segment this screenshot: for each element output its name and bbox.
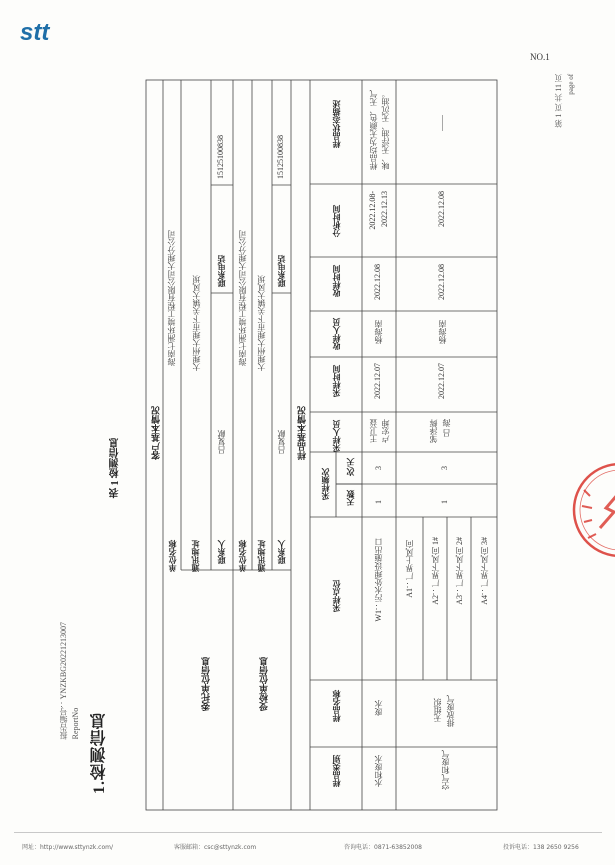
col-header-category: 样品类别 bbox=[332, 755, 341, 787]
row2-category: 空气和废气 bbox=[441, 750, 450, 790]
row2-receiver: 杨海南 bbox=[438, 320, 447, 344]
report-number-en: ReportNo bbox=[71, 707, 80, 740]
field-value-contact-2: 吕复献 bbox=[277, 430, 286, 454]
report-number-zh: 报告编号：YNZKBG20221213007 bbox=[59, 622, 68, 740]
col-header-receive-time: 收样时间 bbox=[332, 265, 341, 297]
col-header-sample-time: 采样时间 bbox=[332, 365, 341, 397]
row1-sample-time: 2022.12.07 bbox=[373, 363, 382, 399]
row1-state-line2: 味、无浮油、无沉油。 bbox=[381, 90, 390, 170]
brand-logo-text: stt bbox=[20, 20, 50, 44]
footer-divider bbox=[14, 832, 602, 833]
field-value-phone: 15125100838 bbox=[216, 135, 225, 179]
field-label-unit-name-2: 单位名称 bbox=[238, 540, 247, 572]
col-header-analysis-time: 分析时间 bbox=[332, 205, 341, 237]
row2-sampler-line1: 邹泽辉 bbox=[429, 419, 438, 443]
field-label-contact: 联系人 bbox=[217, 540, 226, 564]
row1-sampler-line2: 卢宏坤 bbox=[381, 419, 390, 443]
row2-receive-time: 2022.12.08 bbox=[437, 264, 446, 300]
footer-email[interactable]: 客服邮箱：csc@sttynzk.com bbox=[174, 844, 257, 851]
table-caption: 表 1 检测信息 bbox=[110, 438, 121, 498]
row1-state-line1: 样品均为无颜色、无气 bbox=[369, 90, 378, 170]
col-header-receiver: 收样人员 bbox=[332, 318, 341, 350]
field-label-unit-name: 单位名称 bbox=[168, 540, 177, 572]
row1-sampler-line1: 王卫益 bbox=[369, 419, 378, 443]
footer-phone: 咨询电话：0871-63852008 bbox=[344, 844, 422, 851]
field-label-address-2: 通讯地址 bbox=[257, 540, 266, 572]
row2-point-a4: A4：厂界下风向 3# bbox=[480, 537, 489, 605]
section-heading: 1.检测信息 bbox=[91, 712, 108, 794]
page-footer bbox=[0, 838, 615, 860]
row2-analysis-time: 2022.12.08 bbox=[437, 191, 446, 227]
row2-point-a1: A1：厂界上风向 bbox=[405, 540, 414, 598]
client-section-header: 客户基本情况 bbox=[151, 406, 161, 460]
row2-days: 1 bbox=[440, 500, 449, 504]
row2-sample-time: 2022.12.07 bbox=[437, 363, 446, 399]
report-code: NO.1 bbox=[530, 52, 550, 62]
field-value-unit-name: 海南七洲环境工程有限公司大理分公司 bbox=[167, 230, 176, 366]
field-label-contact-2: 联系人 bbox=[277, 540, 286, 564]
field-value-phone-2: 15125100838 bbox=[276, 135, 285, 179]
field-value-address-2: 大理州大理市下关镇大风坝 bbox=[257, 275, 266, 371]
row1-receiver: 杨海南 bbox=[374, 320, 383, 344]
col-header-name: 样品名称 bbox=[332, 690, 341, 722]
row2-name-line1: 无组织 bbox=[433, 698, 442, 722]
field-value-address: 大理州大理市下关镇大风坝 bbox=[192, 275, 201, 371]
field-label-phone: 联系电话 bbox=[217, 255, 226, 287]
client-group-label: 委托单位信息 bbox=[201, 657, 211, 711]
field-value-contact: 吕复献 bbox=[217, 430, 226, 454]
row2-point-a3: A3：厂界下风向 2# bbox=[455, 537, 464, 605]
row1-name: 废水 bbox=[374, 700, 383, 716]
row1-analysis-line2: 2022.12.13 bbox=[380, 191, 389, 227]
footer-complaint: 投诉电话：138 2650 9256 bbox=[503, 844, 579, 851]
company-stamp bbox=[570, 450, 615, 570]
footer-website[interactable]: 网址：http://www.sttynzk.com/ bbox=[22, 844, 114, 851]
field-label-phone-2: 联系电话 bbox=[277, 255, 286, 287]
col-header-days: 天数 bbox=[346, 490, 355, 506]
row1-receive-time: 2022.12.08 bbox=[373, 264, 382, 300]
inspected-group-label: 受检单位信息 bbox=[259, 657, 269, 711]
row2-state: —— bbox=[437, 115, 446, 131]
sample-section-header: 样品基本情况 bbox=[297, 406, 307, 460]
page-indicator-zh: 第 1 页 共 11 页 bbox=[554, 74, 563, 128]
row1-times: 3 bbox=[374, 466, 383, 470]
col-header-times: 次/天 bbox=[346, 458, 355, 477]
page-indicator-en: page of bbox=[567, 74, 575, 95]
row1-category: 水和废水 bbox=[374, 755, 383, 787]
row1-point: W1：污水处理设施出口 bbox=[374, 538, 383, 622]
row2-point-a2: A2：厂界下风向 1# bbox=[431, 537, 440, 605]
field-value-unit-name-2: 海南七洲环境工程有限公司大理分公司 bbox=[238, 230, 247, 366]
row1-analysis-line1: 2022.12.08- bbox=[368, 191, 377, 230]
col-header-freq: 采样频次 bbox=[321, 468, 330, 500]
col-header-sampler: 采样人员 bbox=[332, 420, 341, 452]
col-header-state: 样品状态描述 bbox=[332, 100, 341, 148]
col-header-point: 采样点位 bbox=[332, 580, 341, 612]
row1-days: 1 bbox=[374, 500, 383, 504]
row2-name-line2: 排放废气 bbox=[446, 695, 455, 727]
row2-sampler-line2: 吕 海 bbox=[442, 419, 451, 437]
field-label-address: 通讯地址 bbox=[191, 540, 200, 572]
row2-times: 3 bbox=[440, 466, 449, 470]
